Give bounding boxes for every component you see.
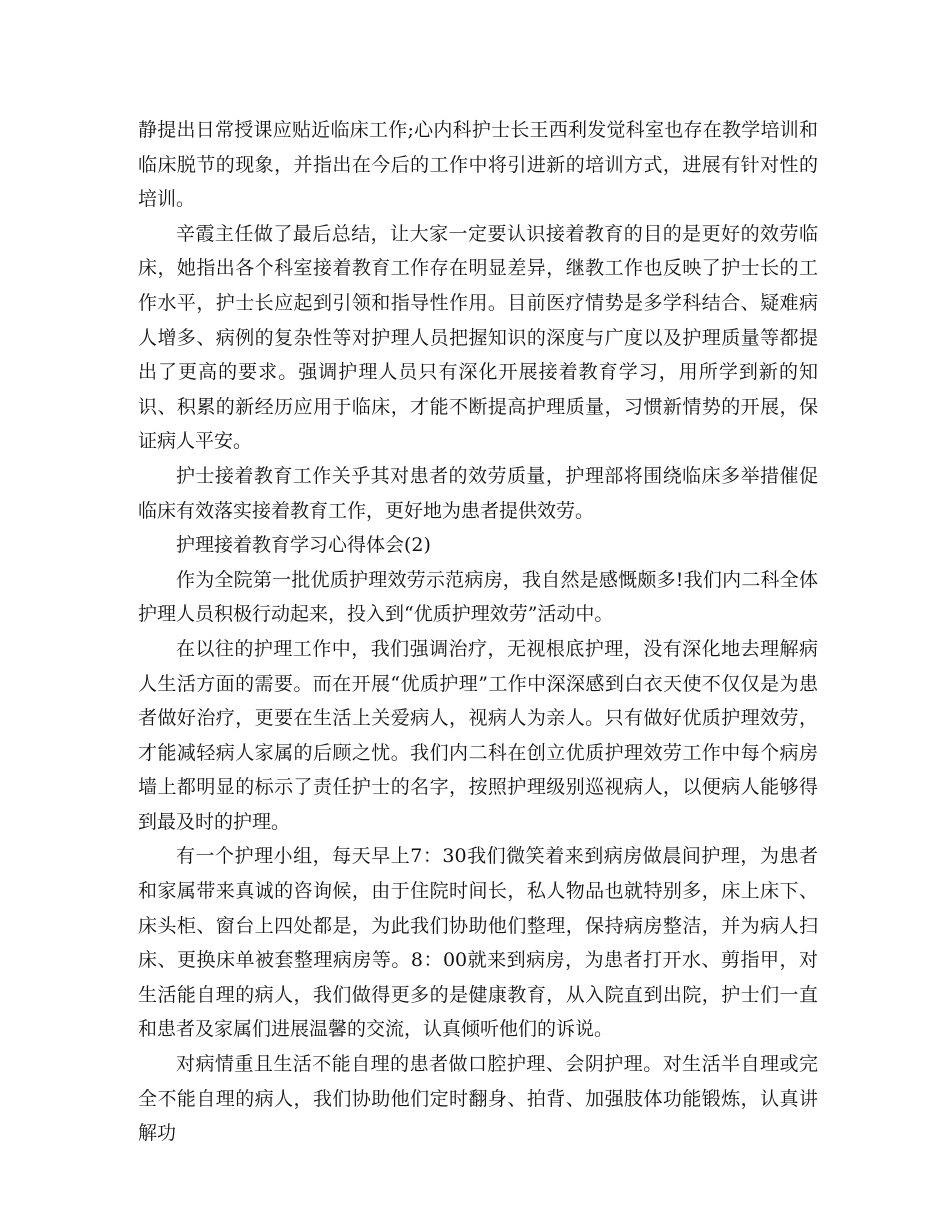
section-heading: 护理接着教育学习心得体会(2) [176,534,431,557]
paragraph-past-work: 在以往的护理工作中，我们强调治疗，无视根底护理，没有深化地去理解病人生活方面的需要。而在开展“优质护理”工作中深深感到白衣天使不仅仅是为患者做好治疗，更要在生活上关爱病人，视病人为亲人。只有做好优质护理效劳，才能减轻病人家属的后顾之忧。我们内二科在创立优质护理效劳工作中每个病房墙上都明显的标示了责任护士的名字，按照护理级别巡视病人，以便病人能够得到最及时的护理。 [138,637,818,833]
document-body [138,113,818,1151]
paragraph-nursing-department: 护士接着教育工作关乎其对患者的效劳质量，护理部将围绕临床多举措催促临床有效落实接着教育工作，更好地为患者提供效劳。 [138,464,818,522]
paragraph-demonstration-ward: 作为全院第一批优质护理效劳示范病房，我自然是感慨颇多!我们内二科全体护理人员积极行动起来，投入到“优质护理效劳”活动中。 [138,568,818,626]
paragraph-continuation: 静提出日常授课应贴近临床工作;心内科护士长王西利发觉科室也存在教学培训和临床脱节的现象，并指出在今后的工作中将引进新的培训方式，进展有针对性的培训。 [138,119,818,211]
paragraph-nursing-group: 有一个护理小组，每天早上7：30我们微笑着来到病房做晨间护理，为患者和家属带来真诚的咨询候，由于住院时间长，私人物品也就特别多，床上床下、床头柜、窗台上四处都是，为此我们协助他们整理，保持病房整洁，并为病人扫床、更换床单被套整理病房等。8：00就来到病房，为患者打开水、剪指甲，对生活能自理的病人，我们做得更多的是健康教育，从入院直到出院，护士们一直和患者及家属们进展温馨的交流，认真倾听他们的诉说。 [138,845,818,1041]
paragraph-summary: 辛霞主任做了最后总结，让大家一定要认识接着教育的目的是更好的效劳临床，她指出各个科室接着教育工作存在明显差异，继教工作也反映了护士长的工作水平，护士长应起到引领和指导性作用。目前医疗情势是多学科结合、疑难病人增多、病例的复杂性等对护理人员把握知识的深度与广度以及护理质量等都提出了更高的要求。强调护理人员只有深化开展接着教育学习，用所学到新的知识、积累的新经历应用于临床，才能不断提高护理质量，习惯新情势的开展，保证病人平安。 [138,222,818,453]
paragraph-severe-patients: 对病情重且生活不能自理的患者做口腔护理、会阴护理。对生活半自理或完全不能自理的病人，我们协助他们定时翻身、拍背、加强肢体功能锻炼，认真讲解功 [138,1053,818,1145]
